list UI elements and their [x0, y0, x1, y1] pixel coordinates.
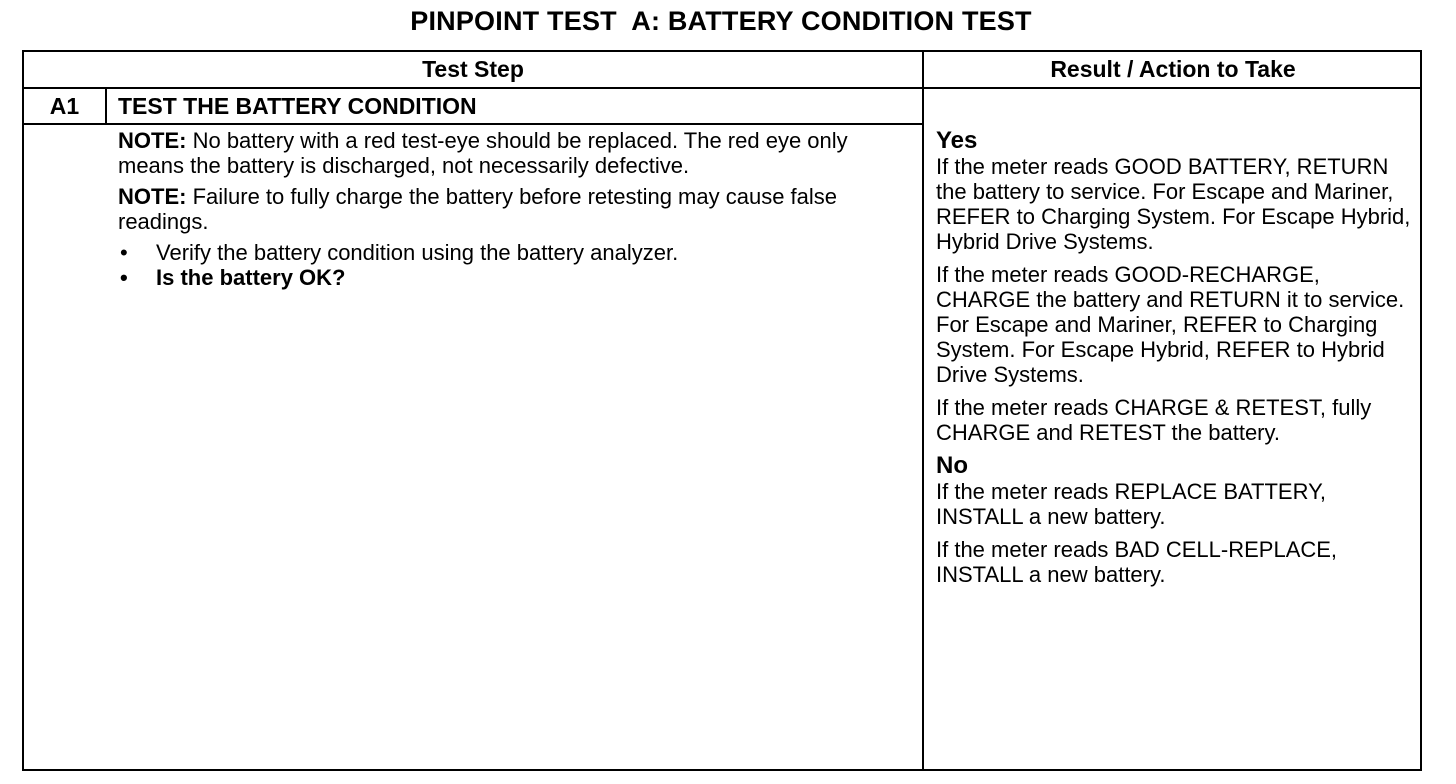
result-yes-good-battery: If the meter reads GOOD BATTERY, RETURN the battery to service. For Escape and Mariner, REFER to Charging System. For Escape Hybrid, Hybrid Drive Systems.: [936, 154, 1411, 254]
bullet-verify-condition: [118, 240, 908, 265]
note-label: NOTE:: [118, 128, 187, 153]
result-actions: [936, 128, 1418, 595]
result-yes-charge-retest: If the meter reads CHARGE & RETEST, fully CHARGE and RETEST the battery.: [936, 395, 1372, 445]
note-full-charge: [118, 184, 908, 234]
column-divider: [922, 52, 924, 769]
note-text: Failure to fully charge the battery before retesting may cause false readings.: [118, 184, 838, 234]
step-title-underline: [24, 123, 922, 125]
bullet-text: Is the battery OK?: [156, 265, 346, 290]
page-title: PINPOINT TEST A: BATTERY CONDITION TEST: [410, 6, 1032, 36]
header-test-step: Test Step: [422, 56, 524, 82]
step-id: A1: [49, 93, 80, 119]
result-no-replace-battery: If the meter reads REPLACE BATTERY, INSTALL a new battery.: [936, 479, 1327, 529]
bullet-icon: •: [120, 240, 128, 265]
result-yes-good-recharge: If the meter reads GOOD-RECHARGE, CHARGE the battery and RETURN it to service. For Escape and Mariner, REFER to Charging System. For Escape Hybrid, REFER to Hybrid Drive Systems.: [936, 262, 1405, 387]
result-yes-heading: Yes: [936, 127, 978, 154]
step-title: TEST THE BATTERY CONDITION: [118, 93, 477, 119]
table-header-row: [24, 52, 1420, 89]
bullet-icon: •: [120, 265, 128, 290]
step-bullet-list: [118, 240, 908, 290]
header-result-action: Result / Action to Take: [1050, 56, 1296, 82]
note-label: NOTE:: [118, 184, 187, 209]
result-no-bad-cell: If the meter reads BAD CELL-REPLACE, INSTALL a new battery.: [936, 537, 1338, 587]
step-instructions: [118, 128, 908, 290]
note-red-eye: [118, 128, 908, 178]
step-id-divider: [105, 89, 107, 125]
bullet-text: Verify the battery condition using the battery analyzer.: [156, 240, 679, 265]
result-no-heading: No: [936, 452, 968, 479]
bullet-question: [118, 265, 908, 290]
note-text: No battery with a red test-eye should be replaced. The red eye only means the battery is discharged, not necessarily defective.: [118, 128, 848, 178]
pinpoint-test-table: [22, 50, 1422, 771]
